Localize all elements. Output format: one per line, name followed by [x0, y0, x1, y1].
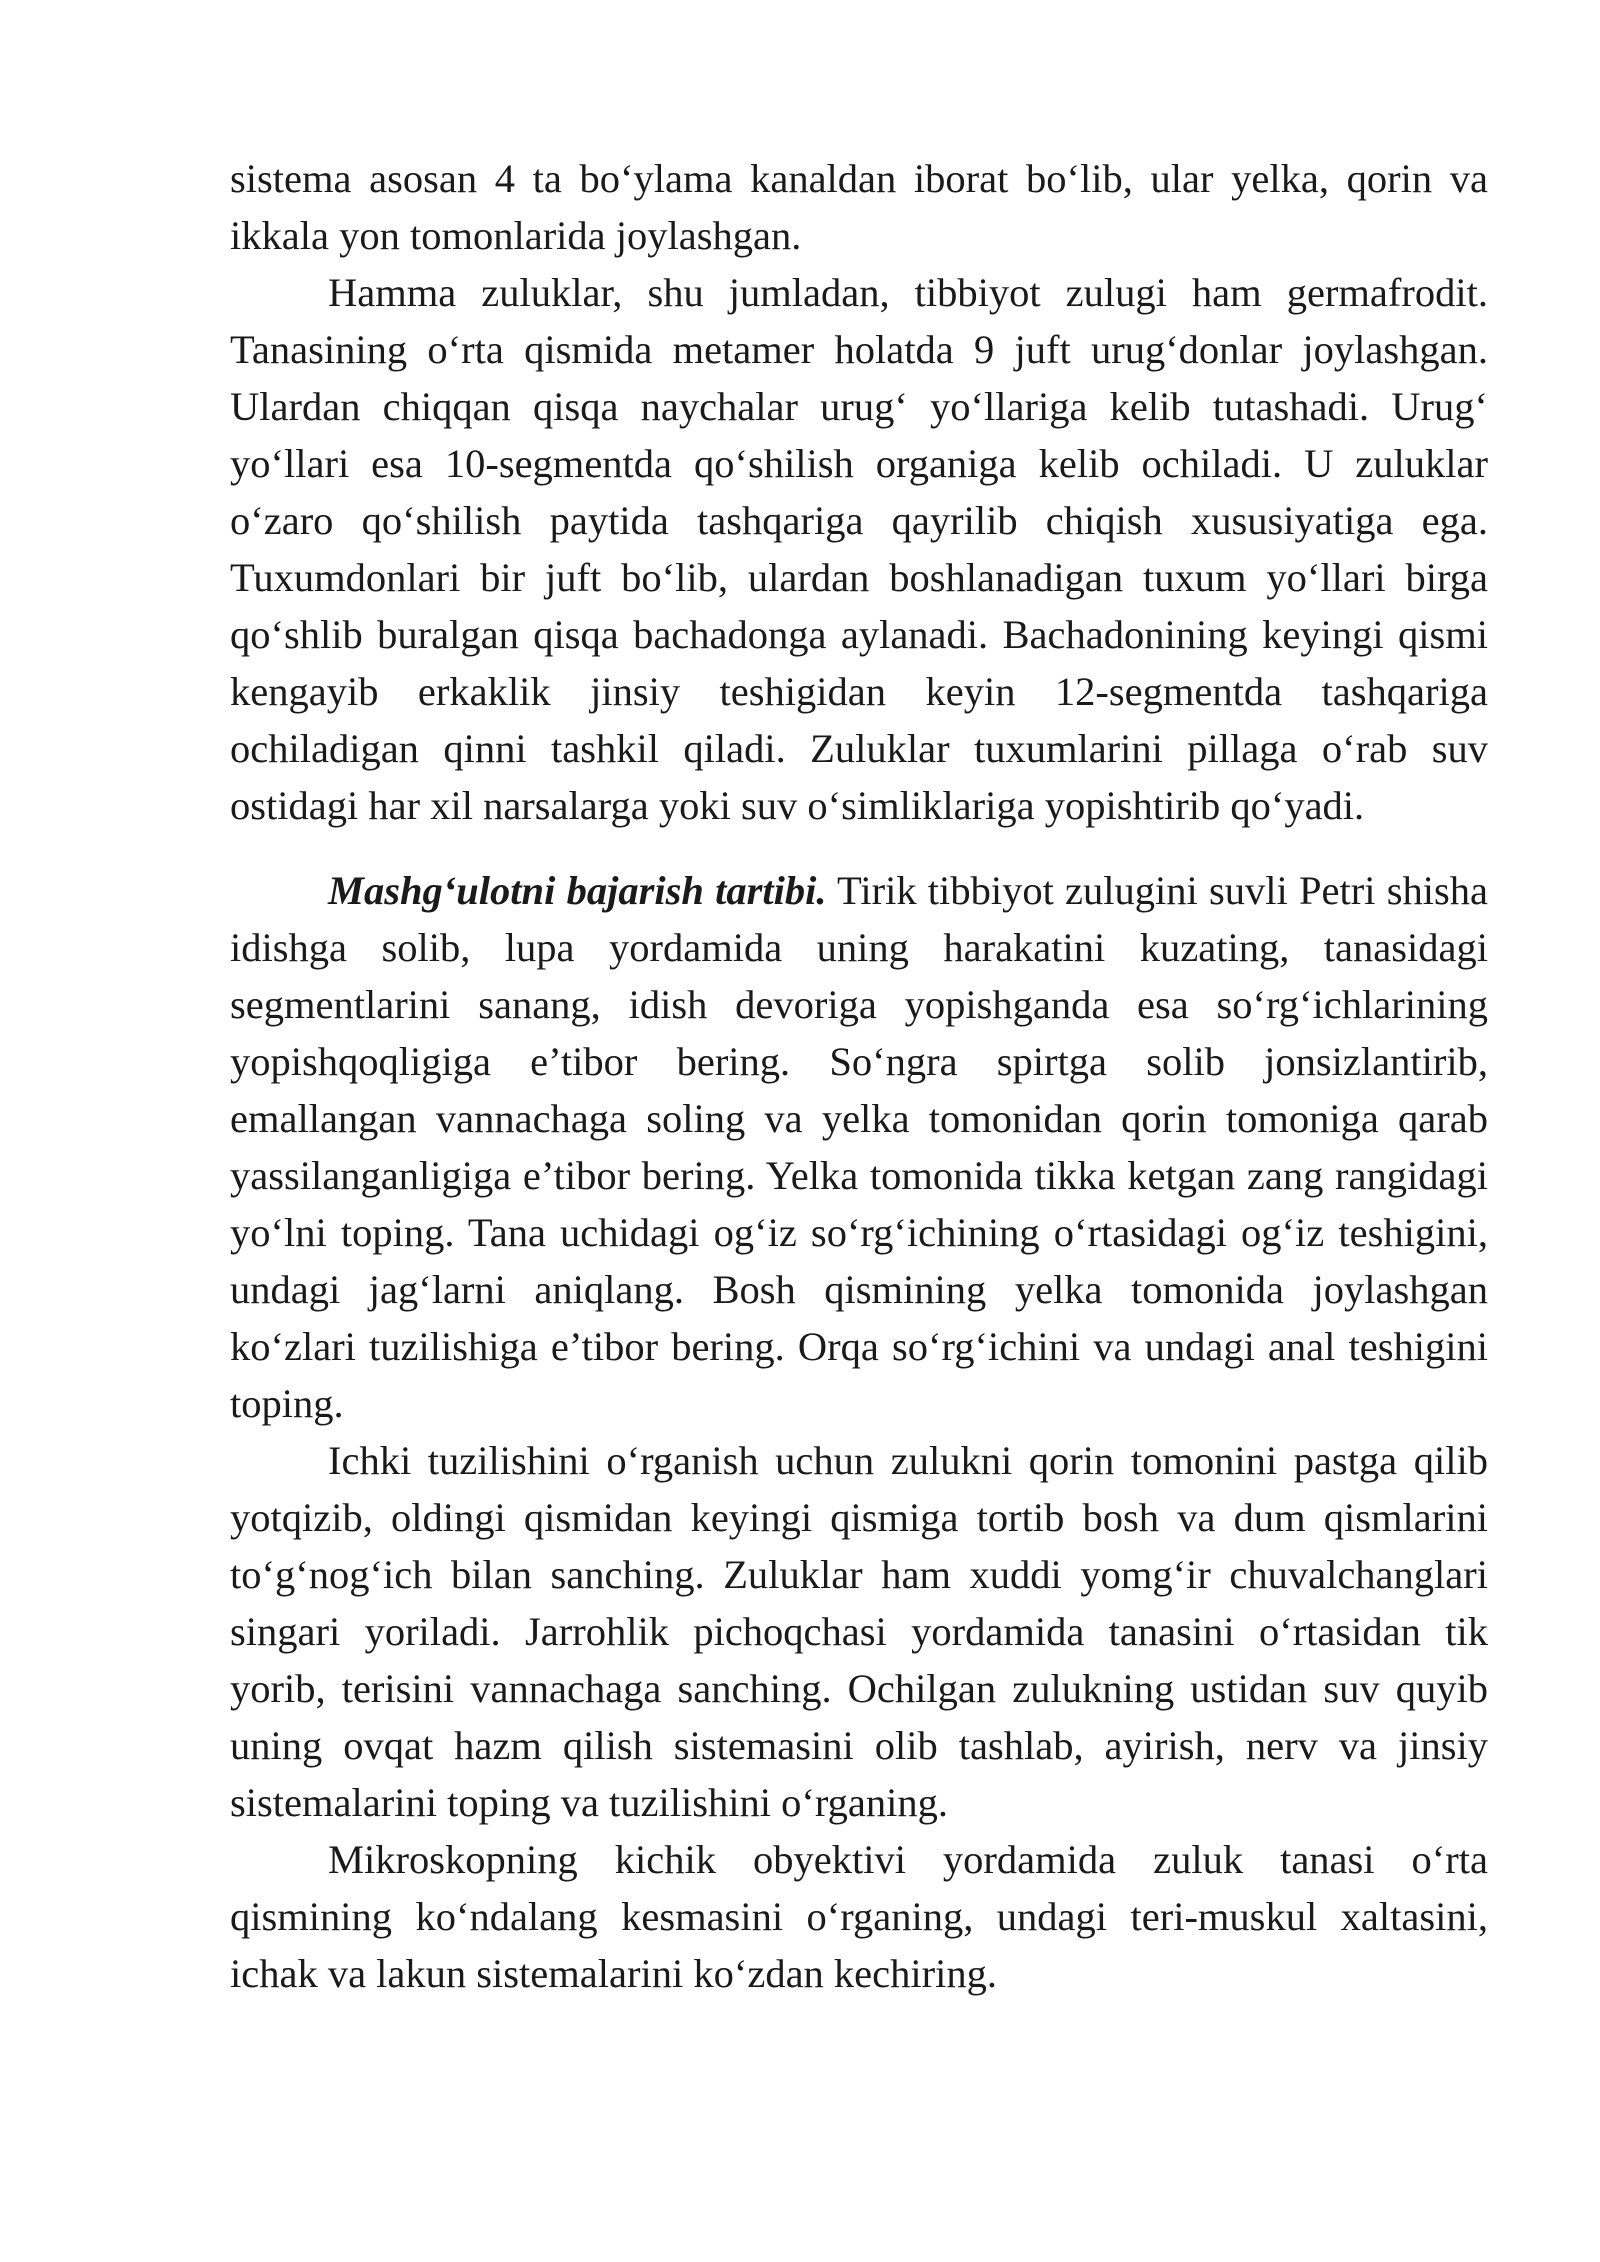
section-heading-inline: Mashg‘ulotni bajarish tartibi. [328, 868, 827, 913]
paragraph-5: Mikroskopning kichik obyektivi yordamida zuluk tanasi o‘rta qismining ko‘ndalang kesmasini o‘rganing, undagi teri-muskul xaltasini, ichak va lakun sistemalarini ko‘zdan kechiring. [230, 1837, 1488, 1996]
document-page [230, 150, 1488, 2002]
paragraph-1: sistema asosan 4 ta bo‘ylama kanaldan iborat bo‘lib, ular yelka, qorin va ikkala yon tomonlarida joylashgan. [230, 156, 1488, 258]
paragraph-3 [230, 862, 1488, 1432]
paragraph-4: Ichki tuzilishini o‘rganish uchun zulukni qorin tomonini pastga qilib yotqizib, oldingi qismidan keyingi qismiga tortib bosh va dum qismlarini to‘g‘nog‘ich bilan sanching. Zuluklar ham xuddi yomg‘ir chuvalchanglari singari yoriladi. Jarrohlik pichoqchasi yordamida tanasini o‘rtasidan tik yorib, terisini vannachaga sanching. Ochilgan zulukning ustidan suv quyib uning ovqat hazm qilish sistemasini olib tashlab, ayirish, nerv va jinsiy sistemalarini toping va tuzilishini o‘rganing. [230, 1438, 1488, 1825]
paragraph-2: Hamma zuluklar, shu jumladan, tibbiyot zulugi ham germafrodit. Tanasining o‘rta qismida metamer holatda 9 juft urug‘donlar joylashgan. Ulardan chiqqan qisqa naychalar urug‘ yo‘llariga kelib tutashadi. Urug‘ yo‘llari esa 10-segmentda qo‘shilish organiga kelib ochiladi. U zuluklar o‘zaro qo‘shilish paytida tashqariga qayrilib chiqish xususiyatiga ega. Tuxumdonlari bir juft bo‘lib, ulardan boshlanadigan tuxum yo‘llari birga qo‘shlib buralgan qisqa bachadonga aylanadi. Bachadonining keyingi qismi kengayib erkaklik jinsiy teshigidan keyin 12-segmentda tashqariga ochiladigan qinni tashkil qiladi. Zuluklar tuxumlarini pillaga o‘rab suv ostidagi har xil narsalarga yoki suv o‘simliklariga yopishtirib qo‘yadi. [230, 270, 1488, 828]
paragraph-3-body: Tirik tibbiyot zulugini suvli Petri shisha idishga solib, lupa yordamida uning harakatini kuzating, tanasidagi segmentlarini sanang, idish devoriga yopishganda esa so‘rg‘ichlarining yopishqoqligiga e’tibor bering. So‘ngra spirtga solib jonsizlantirib, emallangan vannachaga soling va yelka tomonidan qorin tomoniga qarab yassilanganligiga e’tibor bering. Yelka tomonida tikka ketgan zang rangidagi yo‘lni toping. Tana uchidagi og‘iz so‘rg‘ichining o‘rtasidagi og‘iz teshigini, undagi jag‘larni aniqlang. Bosh qismining yelka tomonida joylashgan ko‘zlari tuzilishiga e’tibor bering. Orqa so‘rg‘ichini va undagi anal teshigini toping. [230, 868, 1488, 1426]
